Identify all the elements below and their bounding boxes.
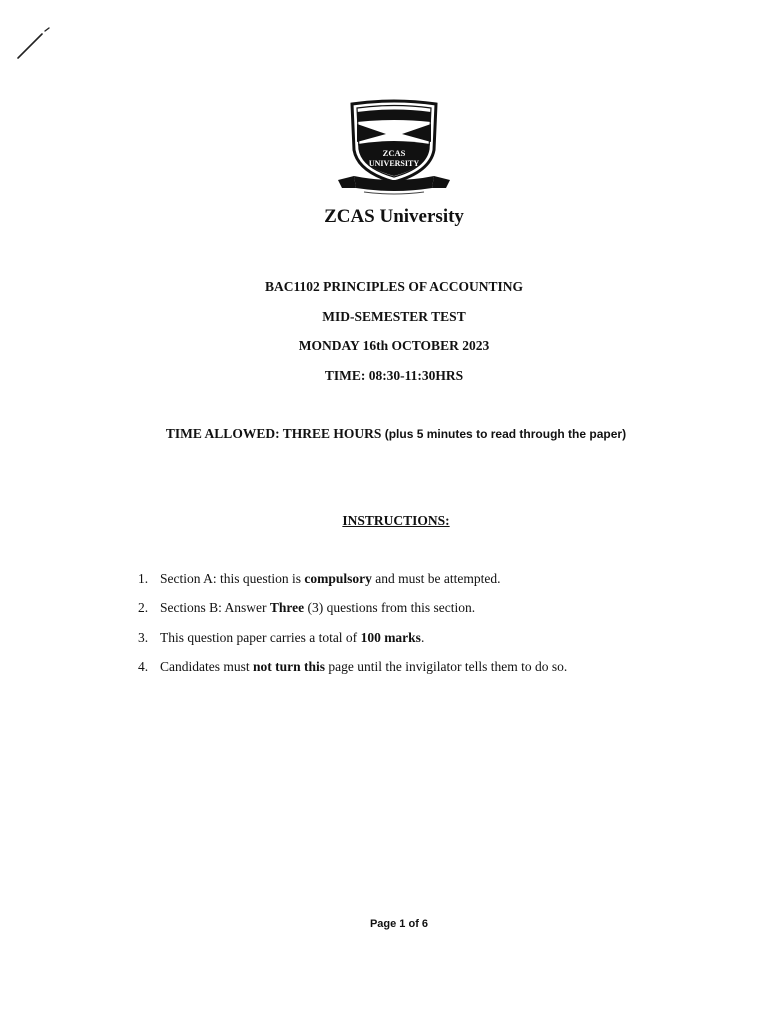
test-type: MID-SEMESTER TEST <box>322 309 466 324</box>
time-allowed-note: (plus 5 minutes to read through the paper) <box>384 427 627 441</box>
instruction-emphasis: Three <box>269 600 305 616</box>
instruction-number: 2. <box>138 600 149 616</box>
instruction-number: 4. <box>138 659 149 675</box>
instruction-text-end: (3) questions from this section. <box>304 600 476 616</box>
pen-stroke-mark <box>14 24 54 64</box>
crest-logo-text-top: ZCAS <box>382 148 406 158</box>
instruction-emphasis: compulsory <box>304 571 372 586</box>
instruction-emphasis: not turn this <box>253 659 326 675</box>
instruction-item <box>138 630 567 659</box>
university-name: ZCAS University <box>324 206 464 227</box>
instructions-list <box>138 571 567 689</box>
instruction-number: 3. <box>138 629 149 645</box>
instruction-text-end: and must be attempted. <box>371 571 501 586</box>
page-number-footer: Page 1 of 6 <box>369 918 429 930</box>
instruction-text-end: page until the invigilator tells them to do so. <box>325 659 568 675</box>
exam-time: TIME: 08:30-11:30HRS <box>324 368 464 383</box>
instruction-item <box>138 600 567 629</box>
instruction-number: 1. <box>138 571 149 586</box>
time-allowed <box>0 426 768 442</box>
exam-date: MONDAY 16th OCTOBER 2023 <box>298 338 490 353</box>
course-title: BAC1102 PRINCIPLES OF ACCOUNTING <box>265 279 523 294</box>
instruction-text: Candidates must <box>160 659 253 675</box>
instruction-item <box>138 571 567 600</box>
time-allowed-main: TIME ALLOWED: THREE HOURS <box>165 426 385 441</box>
instruction-item <box>138 659 567 688</box>
instructions-heading: INSTRUCTIONS: <box>342 513 450 528</box>
instruction-text-end: . <box>420 629 425 645</box>
instruction-text: Sections B: Answer <box>160 600 270 616</box>
instruction-emphasis: 100 marks <box>360 629 421 645</box>
instruction-text: Section A: this question is <box>160 571 305 586</box>
university-crest-logo <box>334 98 454 198</box>
crest-logo-text-bottom: UNIVERSITY <box>368 159 420 168</box>
instruction-text: This question paper carries a total of <box>160 629 361 645</box>
